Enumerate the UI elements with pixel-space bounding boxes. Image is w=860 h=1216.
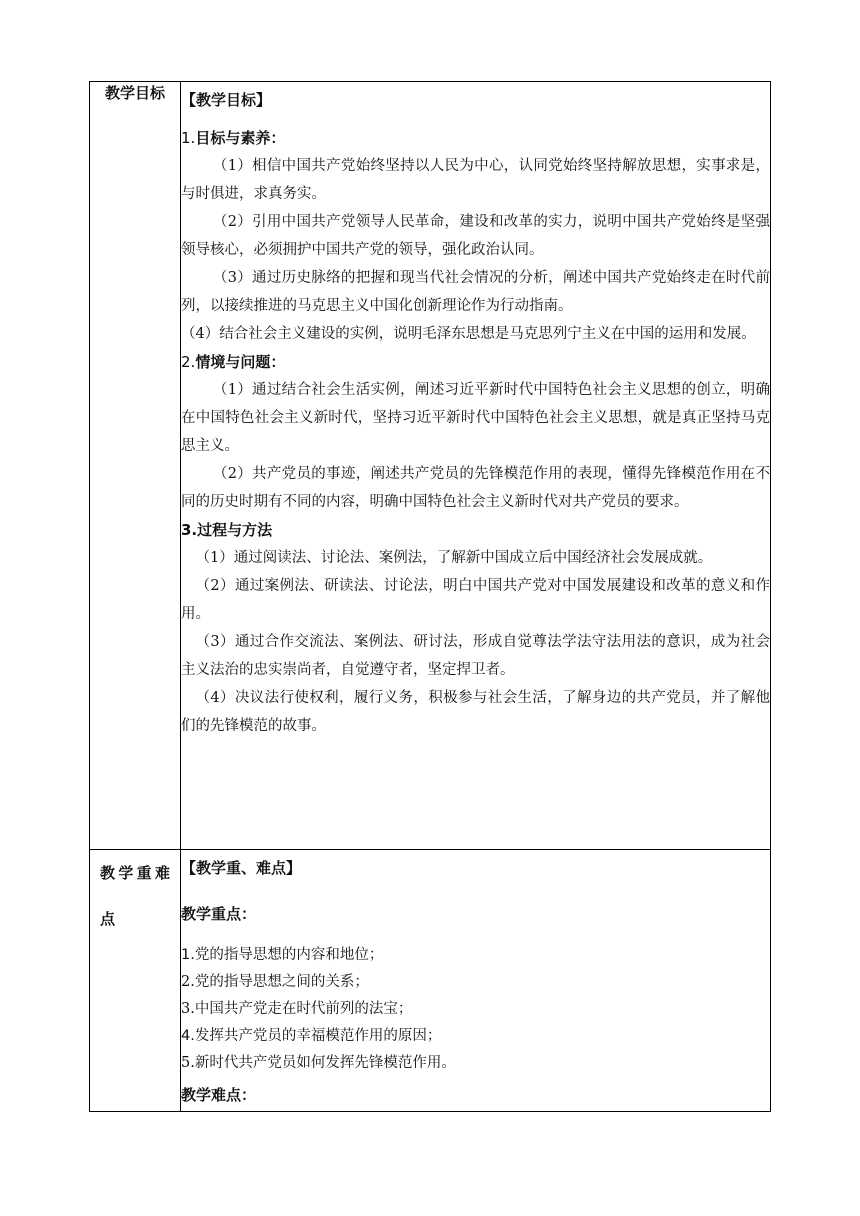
subsection-title: 1.目标与素养： [181,129,286,147]
paragraph: （4）结合社会主义建设的实例，说明毛泽东思想是马克思列宁主义在中国的运用和发展。 [181,326,756,342]
paragraph: （4）决议法行使权利，履行义务，积极参与社会生活，了解身边的共产党员，并了解他们的先锋模范的故事。 [181,690,770,734]
lesson-plan-table [89,81,771,1112]
key-points-content [181,850,771,1112]
row-label-key-points [90,850,181,1112]
label-text: 教学重难点 [100,864,170,928]
key-points-title: 教学重点： [181,905,257,923]
paragraph: （2）共产党员的事迹，阐述共产党员的先锋模范作用的表现，懂得先锋模范作用在不同的历史时期有不同的内容，明确中国特色社会主义新时代对共产党员的要求。 [181,466,770,510]
paragraph: （2）引用中国共产党领导人民革命，建设和改革的实力，说明中国共产党始终是坚强领导核心，必须拥护中国共产党的领导，强化政治认同。 [181,214,770,258]
paragraph: （3）通过历史脉络的把握和现当代社会情况的分析，阐述中国共产党始终走在时代前列，以接续推进的马克思主义中国化创新理论作为行动指南。 [181,270,770,314]
difficult-points-title: 教学难点： [181,1086,257,1104]
key-point-item: 2.党的指导思想之间的关系； [181,974,369,990]
section-header: 【教学重、难点】 [181,859,302,877]
label-text: 教学目标 [104,84,165,102]
paragraph: （3）通过合作交流法、案例法、研讨法，形成自觉尊法学法守法用法的意识，成为社会主义法治的忠实崇尚者，自觉遵守者，坚定捍卫者。 [181,634,770,678]
objectives-content [181,82,771,850]
row-teaching-objectives [90,82,771,850]
paragraph: （2）通过案例法、研读法、讨论法，明白中国共产党对中国发展建设和改革的意义和作用。 [181,578,770,622]
section-header: 【教学目标】 [181,91,272,109]
key-point-item: 1.党的指导思想的内容和地位； [181,947,384,963]
key-point-item: 5.新时代共产党员如何发挥先锋模范作用。 [181,1055,456,1071]
subsection-title: 2.情境与问题： [181,353,286,371]
subsection-title: 3.过程与方法 [181,521,273,539]
key-point-item: 3.中国共产党走在时代前列的法宝； [181,1001,413,1017]
paragraph: （1）通过结合社会生活实例，阐述习近平新时代中国特色社会主义思想的创立，明确在中国特色社会主义新时代，坚持习近平新时代中国特色社会主义思想，就是真正坚持马克思主义。 [181,382,770,454]
row-key-difficult-points [90,850,771,1112]
row-label-objectives [90,82,181,850]
paragraph: （1）相信中国共产党始终坚持以人民为中心，认同党始终坚持解放思想，实事求是，与时俱进，求真务实。 [181,158,770,202]
key-point-item: 4.发挥共产党员的幸福模范作用的原因； [181,1028,442,1044]
paragraph: （1）通过阅读法、讨论法、案例法，了解新中国成立后中国经济社会发展成就。 [195,550,713,566]
